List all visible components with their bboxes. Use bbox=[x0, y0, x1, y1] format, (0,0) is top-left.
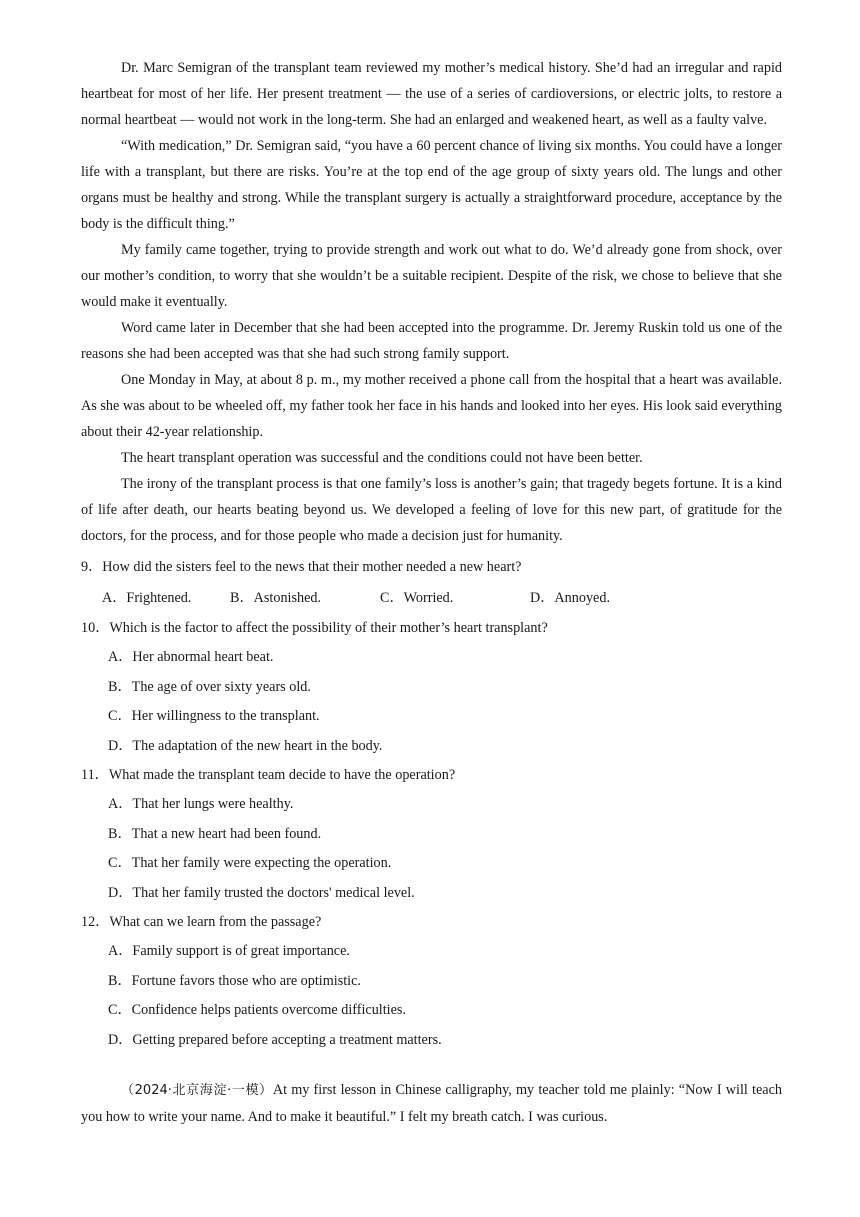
document-page bbox=[81, 55, 782, 1130]
option-b: B．Fortune favors those who are optimistic. bbox=[108, 972, 361, 989]
passage-paragraph: Dr. Marc Semigran of the transplant team reviewed my mother’s medical history. She’d had an irregular and rapid heartbeat for most of her life. Her present treatment — the use of a series of cardioversions, or electric jolts, to restore a normal heartbeat — would not work in the long-term. She had an enlarged and weakened heart, as well as a faulty valve. bbox=[81, 60, 782, 128]
option-d: D．The adaptation of the new heart in the body. bbox=[108, 737, 383, 754]
question-10 bbox=[81, 614, 782, 761]
question-12 bbox=[81, 908, 782, 1055]
option-d: D．Getting prepared before accepting a treatment matters. bbox=[108, 1031, 442, 1048]
passage-paragraph: The heart transplant operation was successful and the conditions could not have been better. bbox=[121, 450, 643, 466]
passage-paragraph: One Monday in May, at about 8 p. m., my mother received a phone call from the hospital that a heart was available. As she was about to be wheeled off, my father took her face in his hands and looked into her eyes. His look said everything about their 42-year relationship. bbox=[81, 372, 782, 440]
option-b: B．Astonished. bbox=[230, 590, 322, 606]
option-a: A．Her abnormal heart beat. bbox=[108, 649, 274, 665]
next-passage-intro bbox=[81, 1077, 782, 1130]
option-d: D．Annoyed. bbox=[530, 590, 610, 606]
option-a: A．Frightened. bbox=[102, 590, 192, 606]
option-c: C．Worried. bbox=[380, 590, 454, 606]
option-c: C．Her willingness to the transplant. bbox=[108, 708, 320, 724]
option-c: C．Confidence helps patients overcome difficulties. bbox=[108, 1002, 406, 1018]
passage-paragraph: My family came together, trying to provide strength and work out what to do. We’d already gone from shock, over our mother’s condition, to worry that she wouldn’t be a suitable recipient. Despite of the risk, we chose to believe that she would make it eventually. bbox=[81, 242, 782, 310]
option-b: B．That a new heart had been found. bbox=[108, 825, 322, 842]
question-11 bbox=[81, 761, 782, 908]
passage-paragraph: Word came later in December that she had been accepted into the programme. Dr. Jeremy Ruskin told us one of the reasons she had been accepted was that she had such strong family support. bbox=[81, 320, 782, 362]
passage-paragraph: The irony of the transplant process is that one family’s loss is another’s gain; that tragedy begets fortune. It is a kind of life after death, our hearts beating beyond us. We developed a feeling of love for this new part, of gratitude for the doctors, for the process, and for those people who made a decision just for humanity. bbox=[81, 476, 782, 544]
source-citation: （2024·北京海淀·一模） bbox=[121, 1083, 273, 1098]
passage-paragraph: “With medication,” Dr. Semigran said, “you have a 60 percent chance of living six months. You could have a longer life with a transplant, but there are risks. You’re at the top end of the age group of sixty years old. The lungs and other organs must be healthy and strong. While the transplant surgery is actually a straightforward procedure, acceptance by the body is the difficult thing.” bbox=[81, 138, 782, 232]
section-gap bbox=[81, 1055, 782, 1077]
option-b: B．The age of over sixty years old. bbox=[108, 678, 311, 695]
question-text: 11．What made the transplant team decide to have the operation? bbox=[81, 767, 456, 783]
question-9 bbox=[81, 553, 782, 611]
next-passage-text: At my first lesson in Chinese calligraphy, my teacher told me plainly: “Now I will teach you how to write your name. And to make it beautiful.” I felt my breath catch. I was curious. bbox=[81, 1082, 782, 1125]
question-text: 9．How did the sisters feel to the news that their mother needed a new heart? bbox=[81, 559, 522, 575]
option-d: D．That her family trusted the doctors' medical level. bbox=[108, 884, 415, 901]
question-text: 12．What can we learn from the passage? bbox=[81, 914, 322, 930]
option-c: C．That her family were expecting the operation. bbox=[108, 855, 392, 871]
option-a: A．Family support is of great importance. bbox=[108, 943, 350, 959]
options-row bbox=[102, 585, 782, 611]
question-text: 10．Which is the factor to affect the possibility of their mother’s heart transplant? bbox=[81, 620, 548, 636]
reading-passage bbox=[81, 55, 782, 549]
option-a: A．That her lungs were healthy. bbox=[108, 796, 294, 812]
